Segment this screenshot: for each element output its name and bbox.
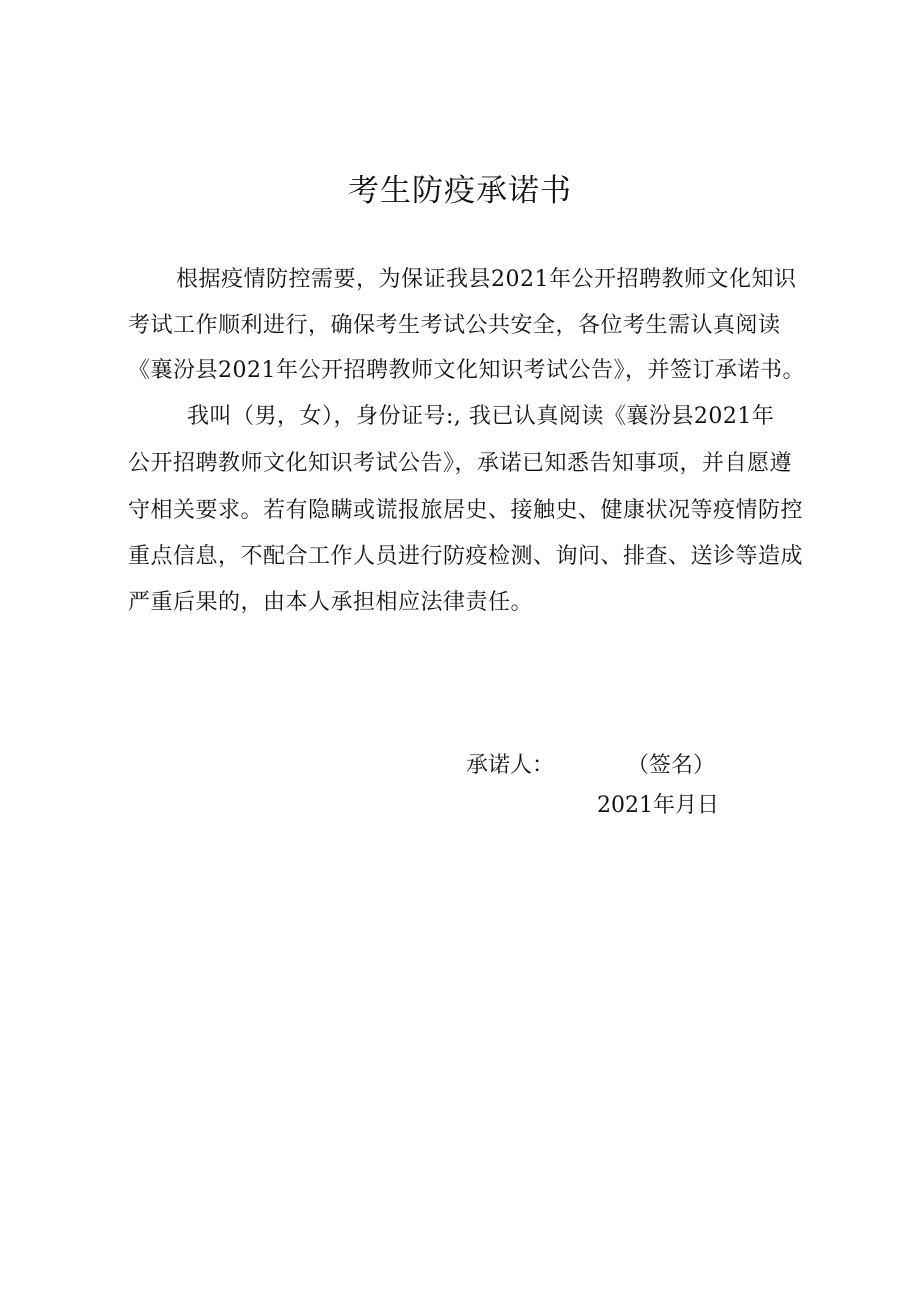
paragraph2-line-4: 重点信息，不配合工作人员进行防疫检测、询问、排查、送诊等造成 [128,544,804,569]
paragraph2-line-1: 我叫（男，女），身份证号:, 我已认真阅读《襄汾县2021年 [187,404,775,429]
paragraph1-line-1: 根据疫情防控需要，为保证我县2021年公开招聘教师文化知识 [176,267,797,292]
paragraph1-line-3: 《襄汾县2021年公开招聘教师文化知识考试公告》，并签订承诺书。 [128,358,805,383]
document-title: 考生防疫承诺书 [348,173,572,209]
paragraph2-line-3: 守相关要求。若有隐瞒或谎报旅居史、接触史、健康状况等疫情防控 [128,498,804,523]
signature-hint: （签名） [627,753,716,778]
signer-label: 承诺人： [466,753,555,778]
signature-date: 2021年月日 [597,793,719,818]
paragraph1-line-2: 考试工作顺利进行，确保考生考试公共安全，各位考生需认真阅读 [128,313,781,338]
paragraph2-line-2: 公开招聘教师文化知识考试公告》，承诺已知悉告知事项，并自愿遵 [128,451,793,476]
paragraph2-line-5: 严重后果的，由本人承担相应法律责任。 [128,590,534,615]
